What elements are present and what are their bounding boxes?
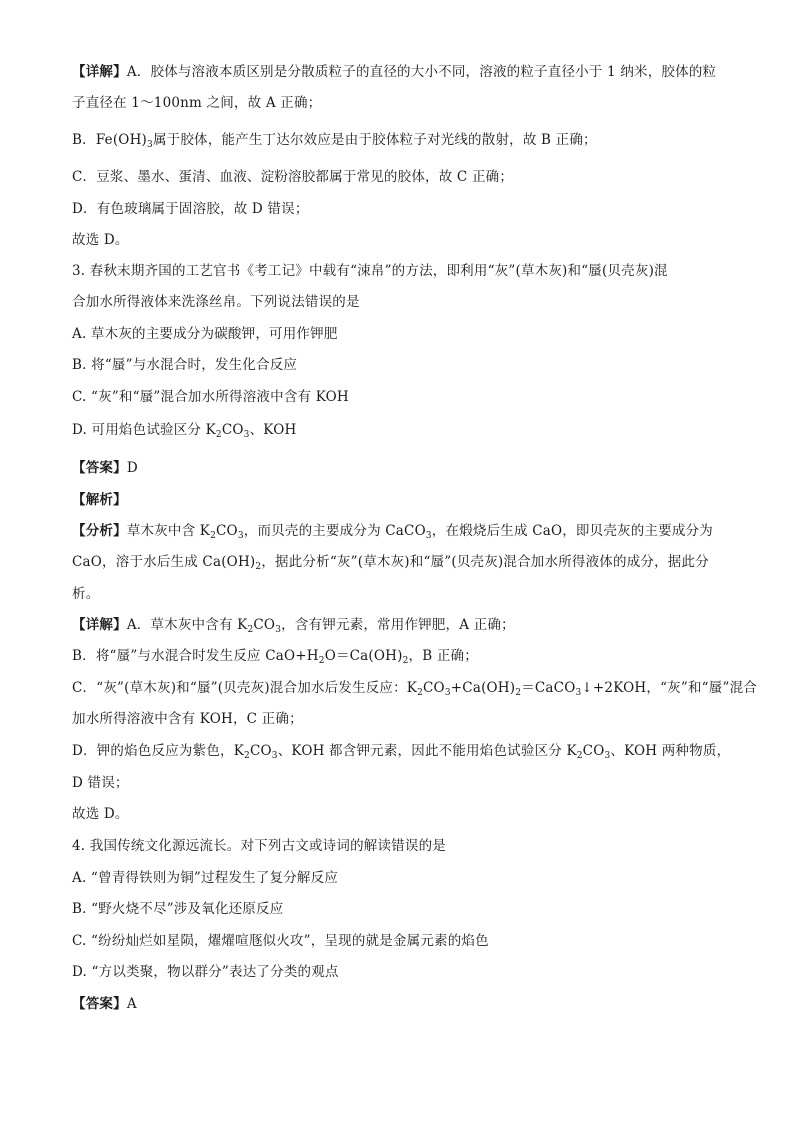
text-run: ，B 正确； (408, 648, 478, 664)
section-tag: 【分析】 (72, 523, 127, 539)
text-run: D．有色玻璃属于固溶胶，故 D 错误； (72, 201, 309, 217)
text-run: CO (216, 523, 238, 539)
text-run: ＝CaCO (521, 680, 576, 696)
subscript: 2 (402, 656, 409, 666)
text-run: C．豆浆、墨水、蛋清、血液、淀粉溶胶都属于常见的胶体，故 C 正确； (72, 169, 514, 185)
text-run: C. “灰”和“蜃”混合加水所得溶液中含有 KOH (72, 389, 349, 405)
text-run: B. “野火烧不尽”涉及氧化还原反应 (72, 901, 284, 917)
text-run: CaO，溶于水后生成 Ca(OH) (72, 554, 256, 570)
text-line (72, 420, 296, 440)
text-run: ↓+2KOH，“灰”和“蜃”混合 (581, 680, 757, 696)
text-line (72, 994, 137, 1014)
text-line (72, 199, 309, 219)
text-run: A．胶体与溶液本质区别是分散质粒子的直径的大小不同，溶液的粒子直径小于 1 纳米，胶体的粒 (126, 64, 717, 80)
text-run: 属于胶体，能产生丁达尔效应是由于胶体粒子对光线的散射，故 B 正确； (152, 132, 597, 148)
text-line (72, 584, 99, 604)
section-tag: 【详解】 (72, 617, 127, 633)
subscript: 3 (147, 140, 153, 150)
text-line (72, 230, 129, 250)
subscript: 3 (575, 688, 582, 698)
text-line (72, 261, 668, 281)
subscript: 3 (237, 531, 244, 541)
text-line (72, 62, 716, 82)
text-run: CO (423, 680, 445, 696)
text-run: 草木灰中含 K (126, 523, 211, 539)
text-line (72, 741, 730, 761)
text-line (72, 804, 129, 824)
text-run: 子直径在 1～100nm 之间，故 A 正确； (72, 95, 322, 111)
text-run: D. “方以类聚，物以群分”表达了分类的观点 (72, 964, 339, 980)
text-line (72, 167, 513, 187)
section-tag: 【答案】 (72, 996, 127, 1012)
subscript: 2 (255, 562, 262, 572)
text-run: ，而贝壳的主要成分为 CaCO (243, 523, 426, 539)
text-line (72, 521, 713, 541)
text-line (72, 773, 129, 793)
text-run: 故选 D。 (72, 232, 129, 248)
text-line (72, 130, 597, 150)
text-run: A (126, 996, 137, 1012)
text-run: 合加水所得液体来洗涤丝帛。下列说法错误的是 (72, 294, 360, 310)
text-run: A. “曾青得铁则为铜”过程发生了复分解反应 (72, 870, 339, 886)
subscript: 2 (247, 625, 254, 635)
text-line (72, 93, 321, 113)
text-line (72, 387, 349, 407)
subscript: 2 (210, 531, 217, 541)
text-run: 、KOH 都含钾元素，因此不能用焰色试验区分 K (277, 743, 577, 759)
text-line (72, 552, 709, 572)
text-run: 析。 (72, 586, 100, 602)
text-run: 、KOH (249, 422, 297, 438)
text-line (72, 324, 338, 344)
subscript: 3 (243, 430, 250, 440)
text-run: B．将“蜃”与水混合时发生反应 CaO+H (72, 648, 319, 664)
subscript: 3 (425, 531, 432, 541)
text-line (72, 646, 478, 666)
section-tag: 【答案】 (72, 460, 127, 476)
text-line (72, 458, 138, 478)
text-line (72, 355, 297, 375)
text-run: 故选 D。 (72, 806, 129, 822)
text-line (72, 962, 339, 982)
subscript: 3 (604, 751, 611, 761)
subscript: 2 (244, 751, 250, 761)
text-line (72, 931, 489, 951)
text-run: CO (221, 422, 244, 438)
text-run: B．Fe(OH) (72, 132, 148, 148)
text-run: O＝Ca(OH) (324, 648, 403, 664)
text-run: +Ca(OH) (450, 680, 516, 696)
subscript: 3 (275, 625, 282, 635)
subscript: 3 (271, 751, 278, 761)
section-tag: 【详解】 (72, 64, 127, 80)
text-line (72, 899, 283, 919)
subscript: 2 (215, 430, 222, 440)
section-tag: 【解析】 (72, 492, 127, 508)
subscript: 2 (417, 688, 424, 698)
text-line (72, 836, 446, 856)
subscript: 2 (576, 751, 583, 761)
text-line (72, 709, 303, 729)
text-run: D．钾的焰色反应为紫色，K (72, 743, 245, 759)
text-run: ，据此分析“灰”(草木灰)和“蜃”(贝壳灰)混合加水所得液体的成分，据此分 (261, 554, 709, 570)
text-line (72, 678, 757, 698)
text-run: D. 可用焰色试验区分 K (72, 422, 216, 438)
text-run: A．草木灰中含有 K (126, 617, 248, 633)
text-line (72, 868, 338, 888)
text-run: 3. 春秋末期齐国的工艺官书《考工记》中载有“涑帛”的方法，即利用“灰”(草木灰)和“蜃(贝壳灰)混 (72, 263, 668, 279)
text-run: CO (582, 743, 605, 759)
subscript: 2 (515, 688, 522, 698)
text-run: ，在煅烧后生成 CaO，即贝壳灰的主要成分为 (431, 523, 713, 539)
text-run: 加水所得溶液中含有 KOH，C 正确； (72, 711, 303, 727)
text-run: CO (253, 617, 276, 633)
text-run: ，含有钾元素，常用作钾肥，A 正确； (281, 617, 515, 633)
text-run: CO (249, 743, 272, 759)
text-line (72, 292, 360, 312)
text-run: C. “纷纷灿烂如星陨，燿燿喧豗似火攻”，呈现的就是金属元素的焰色 (72, 933, 489, 949)
text-run: A. 草木灰的主要成分为碳酸钾，可用作钾肥 (72, 326, 338, 342)
text-line (72, 615, 515, 635)
subscript: 3 (444, 688, 451, 698)
text-run: 、KOH 两种物质， (610, 743, 731, 759)
text-line (72, 490, 127, 510)
text-run: B. 将“蜃”与水混合时，发生化合反应 (72, 357, 298, 373)
text-run: D 错误； (72, 775, 129, 791)
text-run: C．“灰”(草木灰)和“蜃”(贝壳灰)混合加水后发生反应：K (72, 680, 418, 696)
text-run: 4. 我国传统文化源远流长。对下列古文或诗词的解读错误的是 (72, 838, 446, 854)
subscript: 2 (318, 656, 325, 666)
text-run: D (126, 460, 138, 476)
